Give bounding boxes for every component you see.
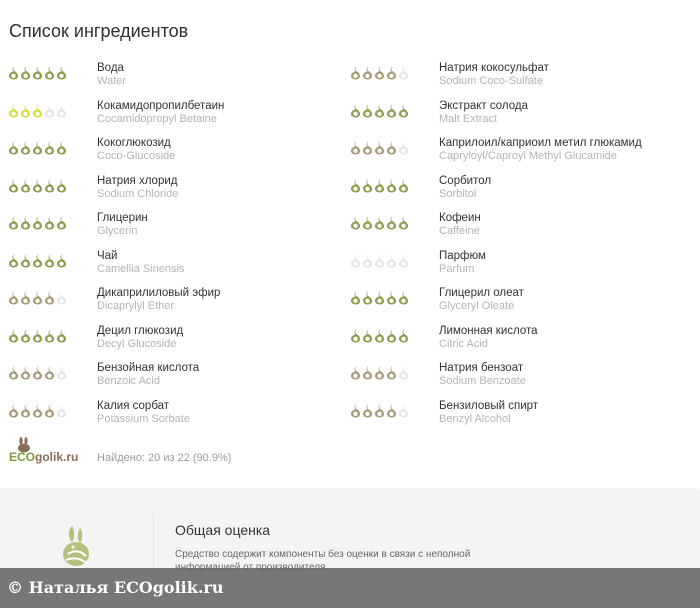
leaf-drop-icon: [20, 253, 31, 268]
leaf-drop-icon: [8, 178, 19, 193]
leaf-drop-icon: [374, 328, 385, 343]
ingredient-names: [439, 250, 486, 276]
leaf-drop-icon: [8, 103, 19, 118]
ingredient-name-ru[interactable]: Экстракт солода: [439, 99, 528, 112]
leaf-drop-icon: [44, 328, 55, 343]
leaf-drop-icon: [8, 365, 19, 380]
leaf-drop-icon: [32, 178, 43, 193]
ingredient-name-ru[interactable]: Натрия хлорид: [97, 174, 178, 187]
leaf-drop-icon: [398, 65, 409, 80]
ingredient-names: [439, 212, 481, 238]
leaf-drop-icon: [362, 103, 373, 118]
ingredient-name-ru[interactable]: Вода: [97, 62, 124, 74]
leaf-drop-icon: [350, 403, 361, 418]
leaf-drop-icon: [362, 140, 373, 155]
ingredient-name-en: Sodium Coco-Sulfate: [439, 75, 543, 87]
ingredient-names: [97, 250, 184, 276]
ingredient-names: [97, 100, 224, 126]
leaf-drop-icon: [386, 178, 397, 193]
leaf-drop-icon: [32, 103, 43, 118]
logo-eco-text: ECO: [9, 450, 36, 464]
leaf-drop-icon: [398, 103, 409, 118]
leaf-drop-icon: [374, 253, 385, 268]
leaf-drop-icon: [56, 328, 67, 343]
rating-indicator: [8, 140, 67, 155]
ingredient-row[interactable]: [350, 286, 695, 324]
leaf-drop-icon: [32, 290, 43, 305]
leaf-drop-icon: [44, 103, 55, 118]
leaf-drop-icon: [20, 290, 31, 305]
rating-indicator: [350, 403, 409, 418]
leaf-drop-icon: [374, 140, 385, 155]
leaf-drop-icon: [56, 65, 67, 80]
rating-indicator: [8, 215, 67, 230]
leaf-drop-icon: [56, 290, 67, 305]
rating-indicator: [8, 103, 67, 118]
leaf-drop-icon: [350, 290, 361, 305]
ingredient-row[interactable]: [8, 399, 338, 437]
leaf-drop-icon: [374, 290, 385, 305]
ingredient-name-ru[interactable]: Каприлоил/каприоил метил глюкамид: [439, 137, 642, 149]
leaf-drop-icon: [362, 328, 373, 343]
ingredient-name-en: Citric Acid: [439, 337, 488, 350]
ingredients-column-left: [8, 61, 338, 436]
rating-indicator: [8, 403, 67, 418]
ingredient-name-en: Cocamidopropyl Betaine: [97, 112, 217, 125]
ingredient-name-ru[interactable]: Чай: [97, 249, 118, 262]
ingredient-row[interactable]: [350, 174, 695, 212]
rating-indicator: [8, 253, 67, 268]
ingredient-row[interactable]: [8, 174, 338, 212]
leaf-drop-icon: [20, 215, 31, 230]
rating-indicator: [350, 65, 409, 80]
leaf-drop-icon: [56, 140, 67, 155]
leaf-drop-icon: [56, 215, 67, 230]
leaf-drop-icon: [350, 215, 361, 230]
leaf-drop-icon: [32, 403, 43, 418]
ingredient-row[interactable]: [8, 361, 338, 399]
leaf-drop-icon: [32, 65, 43, 80]
leaf-drop-icon: [374, 365, 385, 380]
leaf-drop-icon: [56, 103, 67, 118]
leaf-drop-icon: [398, 215, 409, 230]
ingredient-row[interactable]: [8, 249, 338, 287]
ingredient-name-ru[interactable]: Дикаприлиловый эфир: [97, 287, 221, 299]
ingredient-names: [439, 325, 538, 351]
ingredient-row[interactable]: [350, 61, 695, 99]
leaf-drop-icon: [32, 253, 43, 268]
leaf-drop-icon: [374, 215, 385, 230]
ingredient-row[interactable]: [350, 361, 695, 399]
rating-indicator: [350, 290, 409, 305]
ingredients-column-right: [350, 61, 695, 436]
leaf-drop-icon: [386, 103, 397, 118]
leaf-drop-icon: [8, 403, 19, 418]
leaf-drop-icon: [56, 178, 67, 193]
page-title: Список ингредиентов: [9, 21, 189, 41]
leaf-drop-icon: [398, 140, 409, 155]
rating-indicator: [8, 365, 67, 380]
leaf-drop-icon: [362, 403, 373, 418]
ingredient-name-ru[interactable]: Глицерил олеат: [439, 287, 524, 299]
ingredient-row[interactable]: [8, 99, 338, 137]
leaf-drop-icon: [362, 65, 373, 80]
ingredient-names: [439, 100, 528, 126]
leaf-drop-icon: [374, 403, 385, 418]
ingredient-name-ru[interactable]: Калия сорбат: [97, 399, 170, 412]
leaf-drop-icon: [350, 178, 361, 193]
leaf-drop-icon: [398, 253, 409, 268]
ingredient-name-ru[interactable]: Натрия бензоат: [439, 362, 524, 374]
leaf-drop-icon: [56, 365, 67, 380]
ingredient-name-ru[interactable]: Кокамидопропилбетаин: [97, 99, 225, 112]
leaf-drop-icon: [362, 178, 373, 193]
leaf-drop-icon: [44, 365, 55, 380]
ingredient-names: [97, 362, 199, 388]
leaf-drop-icon: [398, 403, 409, 418]
leaf-drop-icon: [20, 328, 31, 343]
leaf-drop-icon: [44, 253, 55, 268]
ingredient-name-en: Sodium Chloride: [97, 187, 179, 200]
ingredient-name-en: Glyceryl Oleate: [439, 300, 515, 312]
ingredient-names: [97, 137, 175, 163]
leaf-drop-icon: [32, 328, 43, 343]
leaf-drop-icon: [350, 65, 361, 80]
leaf-drop-icon: [350, 140, 361, 155]
ingredient-name-ru[interactable]: Лимонная кислота: [439, 324, 538, 337]
leaf-drop-icon: [374, 178, 385, 193]
leaf-drop-icon: [32, 215, 43, 230]
logo-golik-text: golik.ru: [35, 450, 79, 464]
leaf-drop-icon: [398, 365, 409, 380]
summary-title: Общая оценка: [175, 522, 271, 538]
ingredient-row[interactable]: [350, 136, 695, 174]
ingredient-names: [97, 325, 183, 351]
leaf-drop-icon: [350, 103, 361, 118]
ingredient-row[interactable]: [8, 61, 338, 99]
ingredient-name-en: Parfum: [439, 262, 475, 275]
ingredient-name-en: Water: [97, 75, 126, 87]
panel-divider: [153, 514, 154, 574]
found-count: Найдено: 20 из 22 (90.9%): [97, 452, 232, 464]
ingredient-name-en: Decyl Glucoside: [97, 337, 177, 350]
leaf-drop-icon: [386, 328, 397, 343]
ingredient-row[interactable]: [350, 99, 695, 137]
leaf-drop-icon: [362, 290, 373, 305]
ingredient-name-en: Sodium Benzoate: [439, 375, 526, 387]
leaf-drop-icon: [386, 65, 397, 80]
leaf-drop-icon: [20, 403, 31, 418]
ingredient-row[interactable]: [350, 399, 695, 437]
leaf-drop-icon: [386, 403, 397, 418]
ingredient-name-en: Benzoic Acid: [97, 375, 160, 387]
leaf-drop-icon: [386, 140, 397, 155]
leaf-drop-icon: [20, 365, 31, 380]
leaf-drop-icon: [398, 328, 409, 343]
ingredient-name-en: Glycerin: [97, 225, 138, 237]
watermark-bar: [0, 568, 700, 608]
ingredient-names: [97, 287, 220, 313]
ingredient-row[interactable]: [8, 136, 338, 174]
ingredient-name-en: Caffeine: [439, 225, 480, 237]
leaf-drop-icon: [8, 328, 19, 343]
leaf-drop-icon: [56, 253, 67, 268]
rating-indicator: [8, 290, 67, 305]
leaf-drop-icon: [398, 178, 409, 193]
ingredient-names: [439, 137, 642, 163]
ecogolik-logo[interactable]: [9, 437, 89, 467]
leaf-drop-icon: [8, 65, 19, 80]
leaf-drop-icon: [350, 365, 361, 380]
ingredient-names: [439, 362, 526, 388]
rating-indicator: [8, 178, 67, 193]
leaf-drop-icon: [56, 403, 67, 418]
leaf-drop-icon: [44, 140, 55, 155]
watermark-text: © Наталья ECOgolik.ru: [7, 578, 224, 597]
leaf-drop-icon: [374, 65, 385, 80]
rating-indicator: [8, 328, 67, 343]
ingredient-name-en: Benzyl Alcohol: [439, 412, 511, 425]
ingredient-name-ru[interactable]: Бензойная кислота: [97, 362, 200, 374]
ingredient-row[interactable]: [8, 286, 338, 324]
leaf-drop-icon: [44, 178, 55, 193]
ingredient-names: [439, 62, 549, 88]
rabbit-icon: [56, 524, 100, 570]
leaf-drop-icon: [44, 65, 55, 80]
leaf-drop-icon: [8, 290, 19, 305]
ingredient-names: [439, 400, 538, 426]
ingredient-name-en: Malt Extract: [439, 112, 498, 125]
ingredient-name-en: Sorbitol: [439, 187, 477, 200]
ingredient-name-ru[interactable]: Парфюм: [439, 249, 486, 262]
ingredient-row[interactable]: [8, 211, 338, 249]
ingredient-names: [439, 175, 491, 201]
leaf-drop-icon: [362, 253, 373, 268]
ingredient-name-ru[interactable]: Бензиловый спирт: [439, 399, 539, 412]
rating-indicator: [350, 328, 409, 343]
leaf-drop-icon: [386, 290, 397, 305]
leaf-drop-icon: [386, 215, 397, 230]
leaf-drop-icon: [362, 365, 373, 380]
leaf-drop-icon: [44, 403, 55, 418]
leaf-drop-icon: [32, 140, 43, 155]
leaf-drop-icon: [44, 215, 55, 230]
leaf-drop-icon: [350, 328, 361, 343]
leaf-drop-icon: [362, 215, 373, 230]
leaf-drop-icon: [32, 365, 43, 380]
ingredient-name-ru[interactable]: Децил глюкозид: [97, 324, 184, 337]
ingredient-names: [97, 62, 126, 88]
ingredient-row[interactable]: [8, 324, 338, 362]
leaf-drop-icon: [386, 253, 397, 268]
summary-text: Средство содержит компоненты без оценки в связи с неполной: [175, 549, 471, 560]
ingredient-name-en: Dicaprylyl Ether: [97, 300, 175, 312]
ingredient-names: [97, 212, 148, 238]
leaf-drop-icon: [44, 290, 55, 305]
leaf-drop-icon: [386, 365, 397, 380]
ingredient-name-en: Capryloyl/Caproyl Methyl Glucamide: [439, 150, 617, 162]
ingredient-row[interactable]: [350, 324, 695, 362]
ingredient-names: [97, 175, 178, 201]
ingredient-names: [97, 400, 190, 426]
ingredient-names: [439, 287, 524, 313]
rating-indicator: [350, 365, 409, 380]
rating-indicator: [350, 215, 409, 230]
ingredient-name-en: Camellia Sinensis: [97, 262, 185, 275]
leaf-drop-icon: [374, 103, 385, 118]
ingredient-name-en: Potassium Sorbate: [97, 412, 190, 425]
ingredient-name-ru[interactable]: Сорбитол: [439, 174, 492, 187]
leaf-drop-icon: [20, 178, 31, 193]
ingredient-name-en: Coco-Glucoside: [97, 150, 176, 162]
ingredient-name-ru[interactable]: Натрия кокосульфат: [439, 62, 549, 74]
leaf-drop-icon: [8, 253, 19, 268]
rating-indicator: [350, 103, 409, 118]
leaf-drop-icon: [20, 140, 31, 155]
rating-indicator: [350, 178, 409, 193]
ingredient-row[interactable]: [350, 249, 695, 287]
rating-indicator: [350, 140, 409, 155]
leaf-drop-icon: [20, 103, 31, 118]
leaf-drop-icon: [350, 253, 361, 268]
ingredient-name-ru[interactable]: Глицерин: [97, 212, 148, 224]
leaf-drop-icon: [8, 215, 19, 230]
leaf-drop-icon: [398, 290, 409, 305]
ingredient-row[interactable]: [350, 211, 695, 249]
leaf-drop-icon: [20, 65, 31, 80]
rating-indicator: [350, 253, 409, 268]
rating-indicator: [8, 65, 67, 80]
ingredient-name-ru[interactable]: Кокоглюкозид: [97, 137, 171, 149]
ingredient-name-ru[interactable]: Кофеин: [439, 212, 481, 224]
leaf-drop-icon: [8, 140, 19, 155]
